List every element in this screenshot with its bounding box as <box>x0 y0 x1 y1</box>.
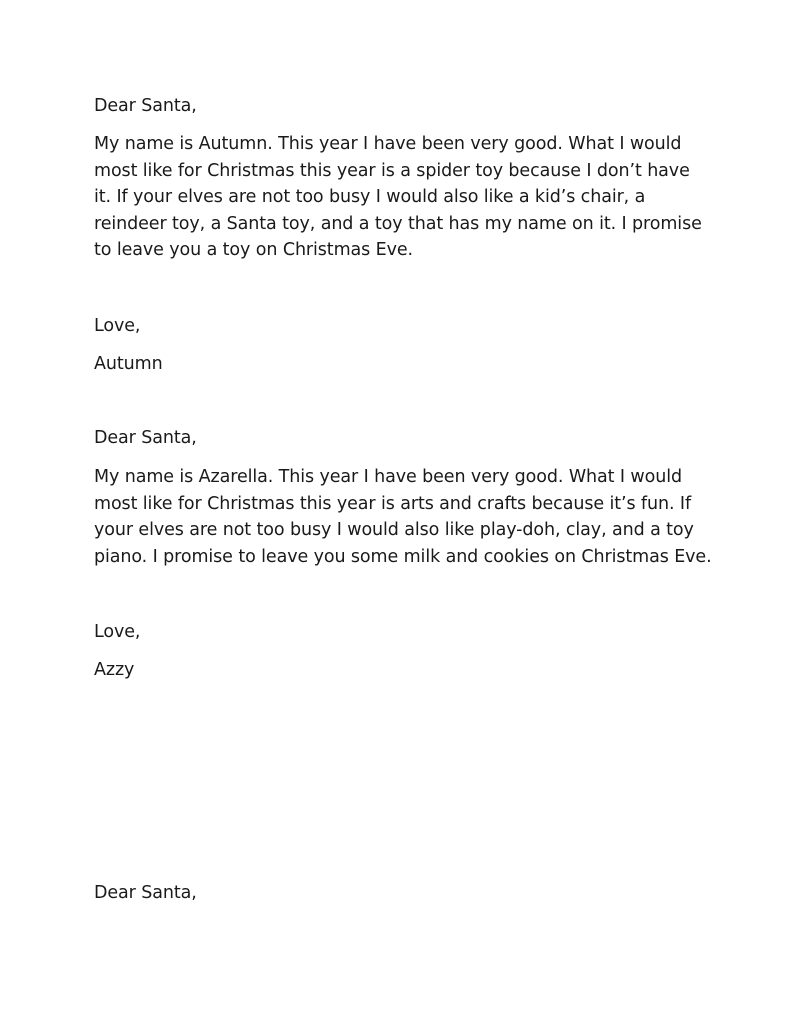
letter-greeting: Dear Santa, <box>94 428 197 448</box>
letter-body-line: My name is Azarella. This year I have been very good. What I would <box>94 467 682 487</box>
letter-greeting: Dear Santa, <box>94 883 197 903</box>
letter-body-line: to leave you a toy on Christmas Eve. <box>94 240 413 260</box>
letter-body <box>94 131 702 264</box>
letter-body <box>94 464 712 570</box>
letter-body-line: My name is Autumn. This year I have been very good. What I would <box>94 134 682 154</box>
letter-body-line: piano. I promise to leave you some milk and cookies on Christmas Eve. <box>94 546 712 567</box>
letter-body-line: your elves are not too busy I would also like play-doh, clay, and a toy <box>94 520 694 540</box>
letter-body-line: reindeer toy, a Santa toy, and a toy that has my name on it. I promise <box>94 213 702 234</box>
letter-body-line: most like for Christmas this year is a spider toy because I don’t have <box>94 160 690 181</box>
letter-signature: Autumn <box>94 354 163 374</box>
letter-greeting: Dear Santa, <box>94 96 197 116</box>
letter-closing: Love, <box>94 316 141 336</box>
letter-body-line: most like for Christmas this year is arts and crafts because it’s fun. If <box>94 493 692 514</box>
letter-closing: Love, <box>94 622 141 642</box>
letter-signature: Azzy <box>94 660 135 680</box>
letter-body-line: it. If your elves are not too busy I would also like a kid’s chair, a <box>94 187 646 207</box>
